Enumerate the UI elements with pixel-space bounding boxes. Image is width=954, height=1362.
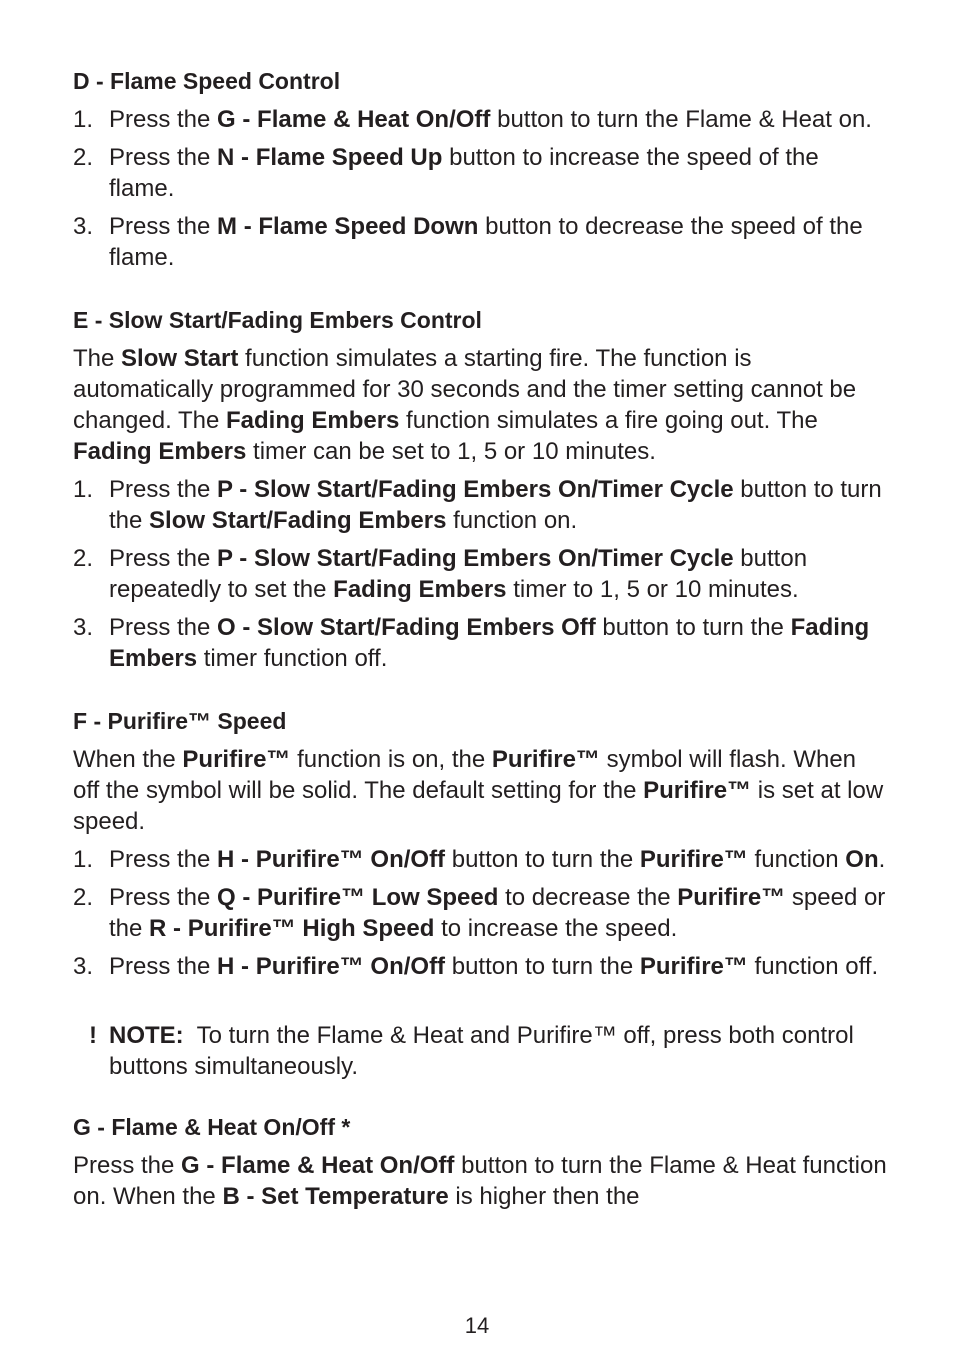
list-item bbox=[73, 844, 888, 875]
exclamation-icon: ! bbox=[89, 1022, 97, 1049]
text-run: button repeatedly to set the bbox=[109, 545, 808, 603]
text-run: To turn the Flame & Heat and Purifire™ off, press both control buttons simultaneously. bbox=[109, 1022, 861, 1080]
list-item bbox=[73, 951, 888, 982]
page-number: 14 bbox=[464, 1313, 490, 1338]
item-number: 2. bbox=[73, 545, 94, 572]
item-number: 1. bbox=[73, 476, 94, 503]
section-slow-start-fading-embers bbox=[73, 305, 888, 674]
text-run: timer can be set to 1, 5 or 10 minutes. bbox=[246, 438, 656, 465]
text-run: Press the bbox=[109, 545, 218, 572]
text-run: Press the bbox=[109, 213, 218, 240]
item-text bbox=[109, 882, 888, 944]
list-item bbox=[73, 211, 888, 273]
bold-run: P - Slow Start/Fading Embers On/Timer Cycle bbox=[217, 476, 734, 503]
bold-run: Fading Embers bbox=[333, 576, 507, 603]
text-run: function simulates a starting fire. The function is automatically programmed for 30 seconds and the timer setting cannot be changed. The bbox=[73, 345, 857, 434]
text-run: speed or the bbox=[109, 884, 886, 942]
section-flame-heat-on-off bbox=[73, 1112, 888, 1212]
bold-run: Fading Embers bbox=[73, 438, 247, 465]
bold-run: H - Purifire™ On/Off bbox=[217, 953, 446, 980]
section-heading: E - Slow Start/Fading Embers Control bbox=[73, 307, 482, 333]
text-run: function bbox=[747, 846, 846, 873]
note-text bbox=[109, 1020, 888, 1082]
instruction-list bbox=[73, 104, 888, 273]
text-run: button to turn the Flame & Heat function on. When the bbox=[73, 1152, 887, 1210]
list-item bbox=[73, 882, 888, 944]
bold-run: Purifire™ bbox=[677, 884, 786, 911]
text-run: timer function off. bbox=[197, 645, 388, 672]
note-block bbox=[73, 1020, 888, 1082]
text-run: button to turn the bbox=[595, 614, 791, 641]
section-heading: F - Purifire™ Speed bbox=[73, 708, 287, 734]
item-text bbox=[109, 474, 888, 536]
text-run: button to turn the Flame & Heat on. bbox=[490, 106, 872, 133]
item-text bbox=[109, 543, 888, 605]
text-run: Press the bbox=[109, 614, 218, 641]
list-item bbox=[73, 612, 888, 674]
section-intro bbox=[73, 1150, 888, 1212]
text-run: Press the bbox=[109, 953, 218, 980]
item-number: 3. bbox=[73, 614, 94, 641]
text-run: button to turn the bbox=[445, 953, 640, 980]
list-item bbox=[73, 474, 888, 536]
bold-run: Fading Embers bbox=[226, 407, 400, 434]
text-run: When the bbox=[73, 746, 183, 773]
list-item bbox=[73, 104, 888, 135]
text-run: function off. bbox=[747, 953, 879, 980]
note-label: NOTE: bbox=[109, 1022, 184, 1049]
bold-run: O - Slow Start/Fading Embers Off bbox=[217, 614, 596, 641]
bold-run: On bbox=[845, 846, 879, 873]
text-run: to decrease the bbox=[498, 884, 678, 911]
bold-run: Purifire™ bbox=[643, 777, 752, 804]
section-purifire-speed bbox=[73, 706, 888, 982]
section-flame-speed-control bbox=[73, 66, 888, 273]
text-run: Press the bbox=[109, 144, 218, 171]
text-run: is higher then the bbox=[448, 1183, 640, 1210]
bold-run: Purifire™ bbox=[639, 953, 748, 980]
bold-run: Purifire™ bbox=[639, 846, 748, 873]
text-run: button to turn the bbox=[445, 846, 640, 873]
text-run: function on. bbox=[446, 507, 578, 534]
text-run: to increase the speed. bbox=[434, 915, 678, 942]
bold-run: N - Flame Speed Up bbox=[217, 144, 443, 171]
text-run: function simulates a fire going out. The bbox=[399, 407, 818, 434]
text-run: is set at low speed. bbox=[73, 777, 884, 835]
text-run: Press the bbox=[73, 1152, 182, 1179]
item-number: 1. bbox=[73, 846, 94, 873]
item-number: 2. bbox=[73, 144, 94, 171]
text-run: Press the bbox=[109, 106, 218, 133]
bold-run: Purifire™ bbox=[491, 746, 600, 773]
bold-run: Purifire™ bbox=[182, 746, 291, 773]
item-number: 1. bbox=[73, 106, 94, 133]
bold-run: Fading Embers bbox=[109, 614, 870, 672]
manual-page bbox=[73, 66, 888, 1212]
item-text bbox=[109, 142, 888, 204]
text-run: timer to 1, 5 or 10 minutes. bbox=[506, 576, 799, 603]
bold-run: R - Purifire™ High Speed bbox=[149, 915, 435, 942]
section-intro bbox=[73, 343, 888, 467]
section-heading: G - Flame & Heat On/Off * bbox=[73, 1114, 351, 1140]
item-text bbox=[109, 104, 888, 135]
text-run: Press the bbox=[109, 846, 218, 873]
bold-run: G - Flame & Heat On/Off bbox=[217, 106, 491, 133]
bold-run: B - Set Temperature bbox=[222, 1183, 449, 1210]
text-run: button to increase the speed of the flame. bbox=[109, 144, 819, 202]
bold-run: H - Purifire™ On/Off bbox=[217, 846, 446, 873]
instruction-list bbox=[73, 474, 888, 674]
section-intro bbox=[73, 744, 888, 837]
text-run: The bbox=[73, 345, 122, 372]
bold-run: G - Flame & Heat On/Off bbox=[181, 1152, 455, 1179]
list-item bbox=[73, 142, 888, 204]
bold-run: Slow Start bbox=[121, 345, 239, 372]
text-run: Press the bbox=[109, 884, 218, 911]
item-text bbox=[109, 844, 888, 875]
text-run: button to turn the bbox=[109, 476, 882, 534]
instruction-list bbox=[73, 844, 888, 982]
text-run: function is on, the bbox=[290, 746, 492, 773]
item-text bbox=[109, 211, 888, 273]
item-text bbox=[109, 612, 888, 674]
section-heading: D - Flame Speed Control bbox=[73, 68, 341, 94]
bold-run: Q - Purifire™ Low Speed bbox=[217, 884, 499, 911]
bold-run: M - Flame Speed Down bbox=[217, 213, 479, 240]
bold-run: P - Slow Start/Fading Embers On/Timer Cycle bbox=[217, 545, 734, 572]
text-run: Press the bbox=[109, 476, 218, 503]
text-run: button to decrease the speed of the flame. bbox=[109, 213, 863, 271]
bold-run: Slow Start/Fading Embers bbox=[149, 507, 447, 534]
item-number: 3. bbox=[73, 213, 94, 240]
item-text bbox=[109, 951, 888, 982]
text-run: symbol will flash. When off the symbol will be solid. The default setting for the bbox=[73, 746, 857, 804]
text-run: . bbox=[878, 846, 886, 873]
list-item bbox=[73, 543, 888, 605]
item-number: 3. bbox=[73, 953, 94, 980]
item-number: 2. bbox=[73, 884, 94, 911]
